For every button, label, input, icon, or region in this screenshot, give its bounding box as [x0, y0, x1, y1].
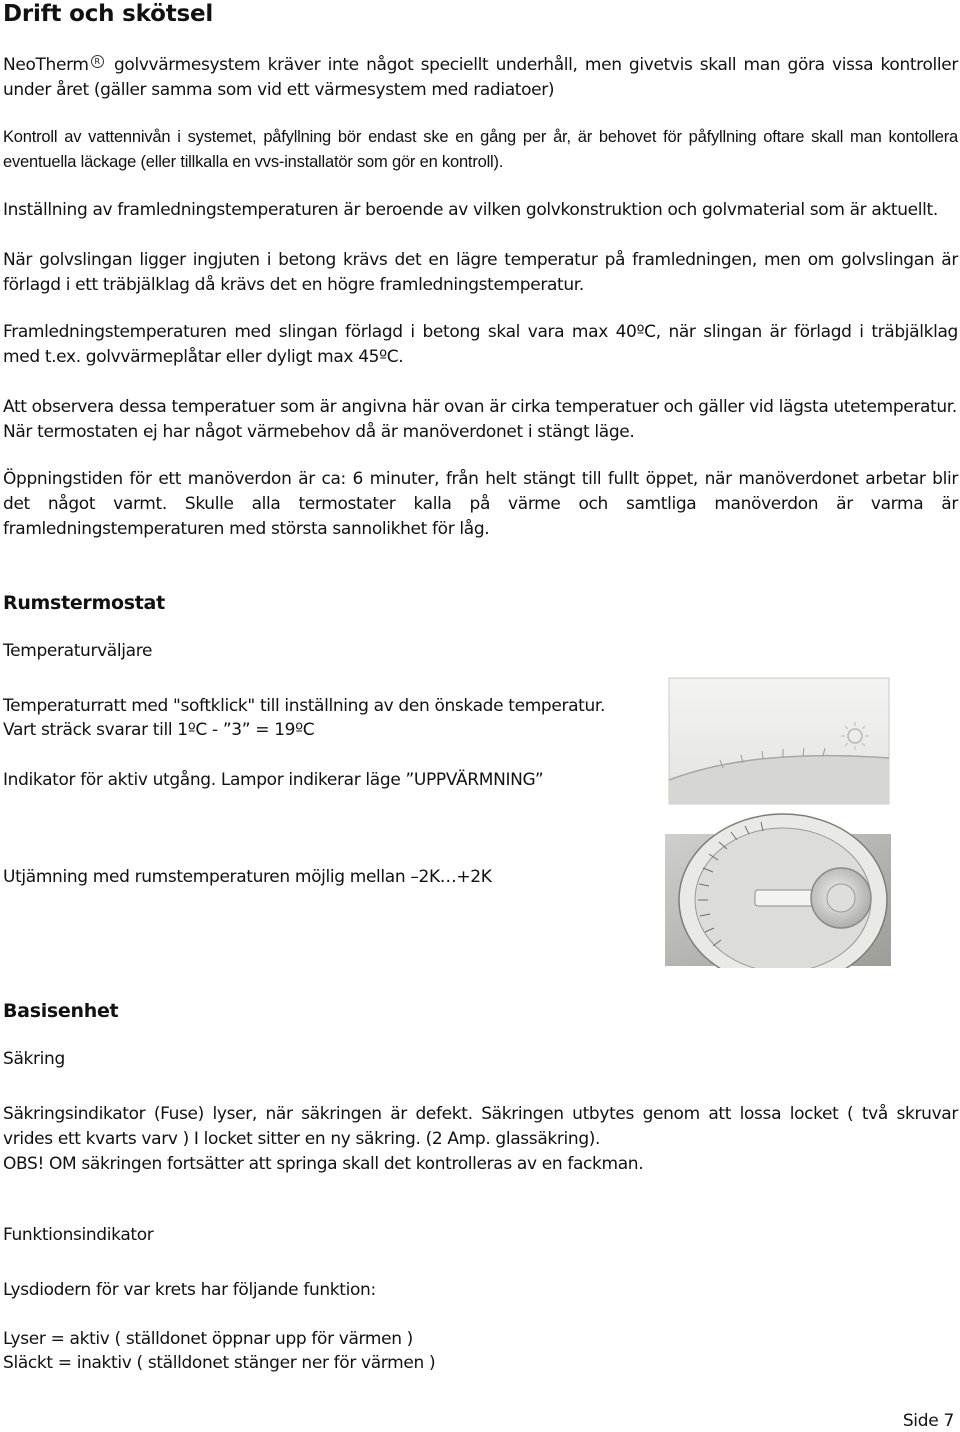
text-lysdioder: Lysdiodern för var krets har följande funktion: [3, 1280, 376, 1300]
paragraph-installning: Inställning av framledningstemperaturen är beroende av vilken golvkonstruktion och golvmaterial som är aktuellt. [3, 200, 938, 220]
paragraph-termostat: När termostaten ej har något värmebehov då är manöverdonet i stängt läge. [3, 422, 635, 442]
paragraph-oppningstid: Öppningstiden för ett manöverdon är ca: 6 minuter, från helt stängt till fullt öppet, när manöverdonet arbetar blir det något varmt. Skulle alla termostater kalla på värme och samtliga manöverdon är varma är framledningstemperaturen med största sannolikhet för låg. [3, 469, 958, 539]
paragraph-observera: Att observera dessa temperatuer som är angivna här ovan är cirka temperatuer och gäller vid lägsta utetemperatur. [3, 397, 957, 417]
subtitle-funktionsindikator: Funktionsindikator [3, 1225, 154, 1245]
text-sakringsindikator: Säkringsindikator (Fuse) lyser, när säkringen är defekt. Säkringen utbytes genom att lossa locket ( två skruvar vrides ett kvarts varv ) I locket sitter en ny säkring. (2 Amp. glassäkring). [3, 1104, 958, 1149]
section-title-rumstermostat: Rumstermostat [3, 592, 165, 614]
subtitle-sakring: Säkring [3, 1049, 65, 1069]
indicator-panel [669, 678, 889, 804]
text-obs: OBS! OM säkringen fortsätter att springa skall det kontrolleras av en fackman. [3, 1154, 644, 1174]
page-title: Drift och skötsel [3, 1, 214, 27]
paragraph-vattenniva: Kontroll av vattennivån i systemet, påfyllning bör endast ske en gång per år, är behovet för påfyllning oftare skall man kontollera eventuella läckage (eller tillkalla en vvs-installatör som gör en kontroll). [3, 128, 958, 171]
text-strack: Vart sträck svarar till 1ºC - ”3” = 19ºC [3, 720, 315, 740]
text-utjamning: Utjämning med rumstemperaturen möjlig mellan –2K…+2K [3, 867, 492, 887]
intro-text: golvvärmesystem kräver inte något speciellt underhåll, men givetvis skall man göra vissa kontroller under året (gäller samma som vid ett värmesystem med radiatoer) [3, 55, 958, 100]
section-title-basisenhet: Basisenhet [3, 1000, 119, 1022]
temperature-dial [665, 814, 891, 968]
text-indikator: Indikator för aktiv utgång. Lampor indikerar läge ”UPPVÄRMNING” [3, 770, 544, 790]
text-lyser: Lyser = aktiv ( ställdonet öppnar upp för värmen ) [3, 1329, 413, 1349]
registered-mark-icon: R [91, 55, 104, 68]
paragraph-framledningstemperatur: Framledningstemperaturen med slingan förlagd i betong skal vara max 40ºC, när slingan är förlagd i träbjälklag med t.ex. golvvärmeplåtar eller dyligt max 45ºC. [3, 322, 958, 367]
text-slackt: Släckt = inaktiv ( ställdonet stänger ner för värmen ) [3, 1353, 436, 1373]
brand-name: NeoTherm [3, 55, 89, 75]
thermostat-illustration [663, 676, 893, 968]
text-temperaturratt: Temperaturratt med "softklick" till inställning av den önskade temperatur. [3, 696, 606, 716]
intro-paragraph [3, 53, 958, 103]
paragraph-golvslinga: När golvslingan ligger ingjuten i betong krävs det en lägre temperatur på framledningen, men om golvslingan är förlagd i ett träbjälklag då krävs det en högre framledningstemperatur. [3, 250, 958, 295]
page-number: Side 7 [902, 1411, 954, 1431]
subtitle-temperaturvaljare: Temperaturväljare [3, 641, 153, 661]
